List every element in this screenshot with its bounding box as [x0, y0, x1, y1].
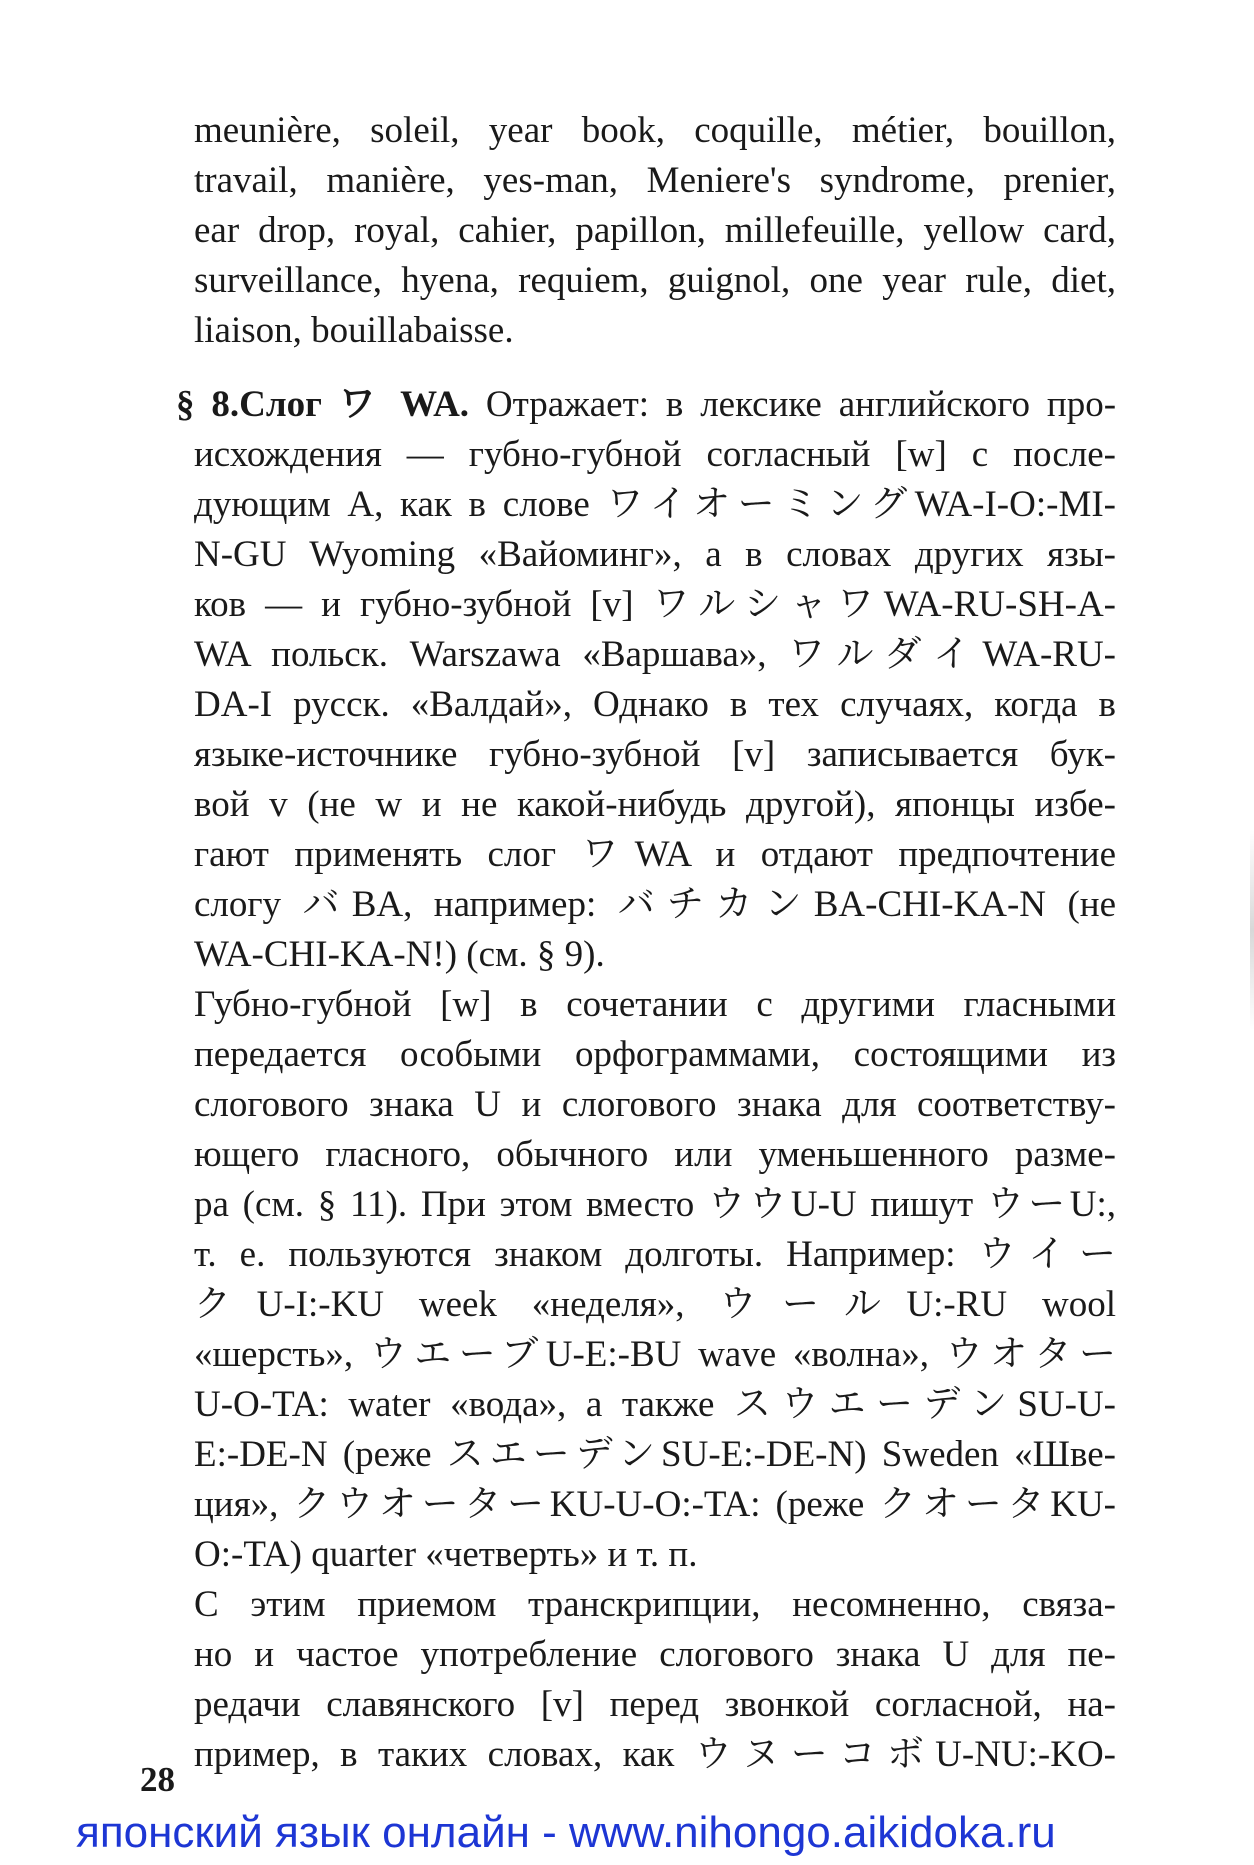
text-line: исхождения — губно-губной согласный [w] с после- — [194, 434, 1116, 475]
text-line: meunière, soleil, year book, coquille, métier, bouillon, — [194, 110, 1116, 151]
section-number: § 8. — [176, 384, 240, 425]
text-line: гают применять слог ワWA и отдают предпочтение — [194, 834, 1116, 875]
text-line: т. е. пользуются знаком долготы. Например: ウイー — [194, 1234, 1116, 1275]
text-line: クU-I:-KU week «неделя», ウールU:-RU wool — [194, 1284, 1116, 1325]
paragraph-1 — [176, 430, 1116, 980]
text-line: дующим A, как в слове ワイオーミングWA-I-O:-MI- — [194, 484, 1116, 525]
text-line: передается особыми орфограммами, состоящими из — [194, 1034, 1116, 1075]
text-line: ра (см. § 11). При этом вместо ウウU-U пишут ウーU:, — [194, 1184, 1116, 1225]
section-8 — [176, 380, 1116, 1780]
text-line: языке-источнике губно-зубной [v] записывается бук- — [194, 734, 1116, 775]
text-line: N-GU Wyoming «Вайоминг», а в словах других язы- — [194, 534, 1116, 575]
paragraph-3 — [176, 1580, 1116, 1780]
section-heading: Слог ワ WA. — [239, 384, 470, 425]
text-line: редачи славянского [v] перед звонкой согласной, на- — [194, 1684, 1116, 1725]
text-line: ющего гласного, обычного или уменьшенного разме- — [194, 1134, 1116, 1175]
text-line: surveillance, hyena, requiem, guignol, one year rule, diet, — [194, 260, 1116, 301]
text-line: но и частое употребление слогового знака U для пе- — [194, 1634, 1116, 1675]
text-line: liaison, bouillabaisse. — [194, 310, 514, 351]
page-number: 28 — [140, 1760, 175, 1799]
text-line: E:-DE-N (реже スエーデンSU-E:-DE-N) Sweden «Шве- — [194, 1434, 1116, 1475]
text-line: DA-I русск. «Валдай», Однако в тех случаях, когда в — [194, 684, 1116, 725]
text-line: ear drop, royal, cahier, papillon, millefeuille, yellow card, — [194, 210, 1116, 251]
scan-edge-shadow — [1250, 830, 1254, 1030]
section-first-line-text: Отражает: в лексике английского про- — [485, 384, 1117, 425]
site-watermark: японский язык онлайн - www.nihongo.aikidoka.ru — [76, 1808, 1056, 1857]
text-line: слогового знака U и слогового знака для соответству- — [194, 1084, 1116, 1125]
text-line: U-O-TA: water «вода», а также スウエーデンSU-U- — [194, 1384, 1116, 1425]
text-line: пример, в таких словах, как ウヌーコボU-NU:-KO- — [194, 1734, 1116, 1775]
text-line: С этим приемом транскрипции, несомненно, связа- — [194, 1584, 1116, 1625]
text-line: вой v (не w и не какой-нибудь другой), японцы избе- — [194, 784, 1116, 825]
paragraph-2 — [176, 980, 1116, 1580]
text-line: ция», クウオーターKU-U-O:-TA: (реже クオータKU- — [194, 1484, 1116, 1525]
word-list-paragraph — [194, 106, 1116, 356]
text-line: O:-TA) quarter «четверть» и т. п. — [194, 1534, 698, 1575]
section-heading-line — [176, 380, 1116, 430]
text-line: travail, manière, yes-man, Meniere's syndrome, prenier, — [194, 160, 1116, 201]
text-line: WA польск. Warszawa «Варшава», ワルダイWA-RU- — [194, 634, 1116, 675]
text-line: ков — и губно-зубной [v] ワルシャワWA-RU-SH-A- — [194, 584, 1116, 625]
text-line: слогу バBA, например: バチカンBA-CHI-KA-N (не — [194, 884, 1116, 925]
text-line: Губно-губной [w] в сочетании с другими гласными — [194, 984, 1116, 1025]
text-line: WA-CHI-KA-N!) (см. § 9). — [194, 934, 605, 975]
text-line: «шерсть», ウエーブU-E:-BU wave «волна», ウオター — [194, 1334, 1116, 1375]
